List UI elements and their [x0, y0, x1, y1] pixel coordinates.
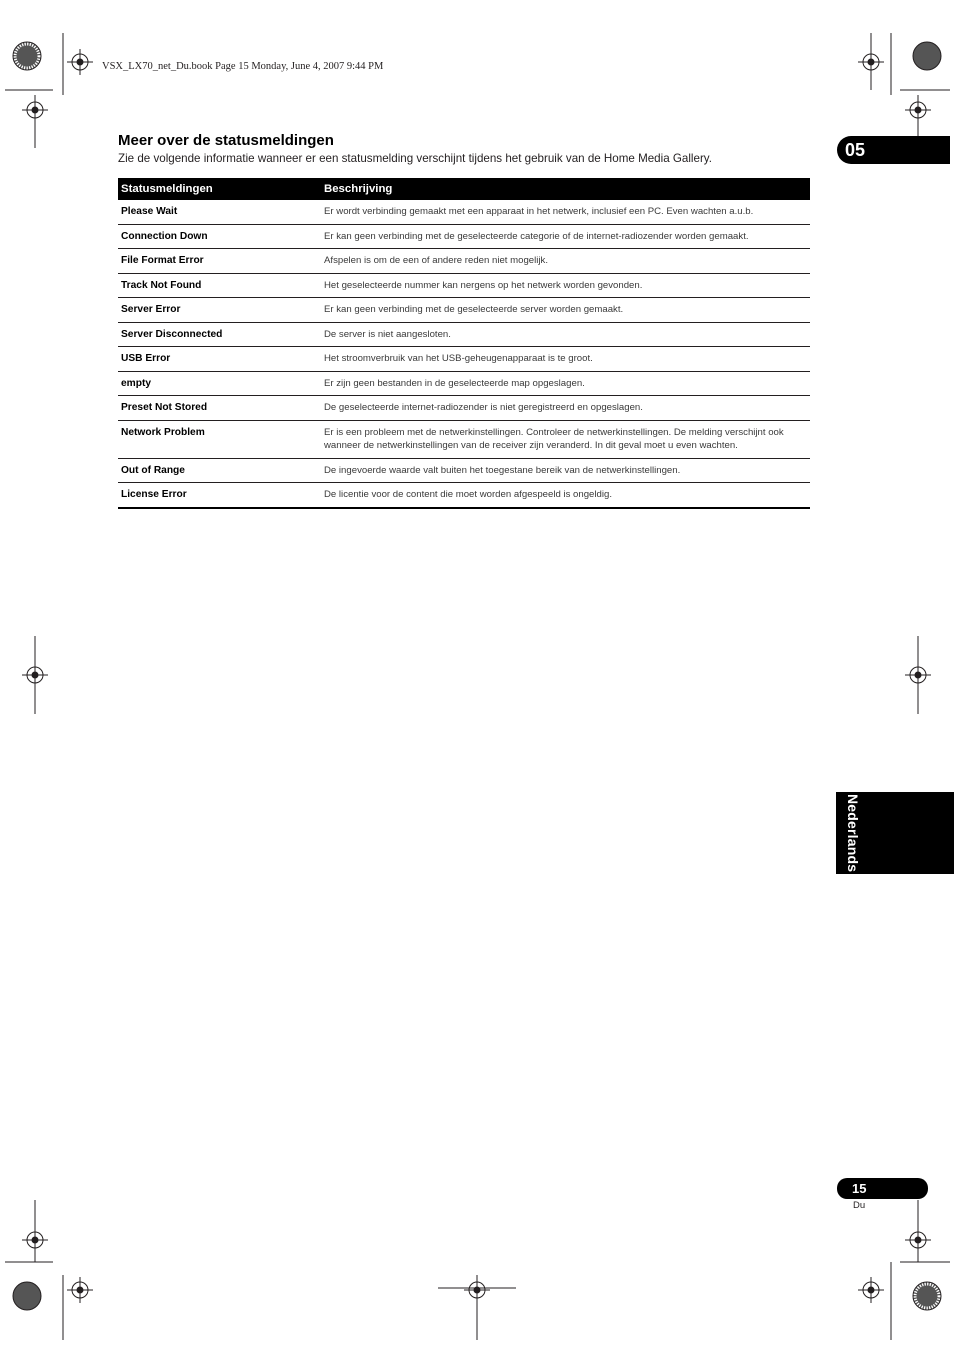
column-header-description: Beschrijving — [321, 178, 810, 200]
status-name: Track Not Found — [118, 273, 321, 298]
status-description: Er kan geen verbinding met de geselecteerde server worden gemaakt. — [321, 298, 810, 323]
table-row — [118, 371, 810, 396]
status-name: Connection Down — [118, 224, 321, 249]
status-description: Er is een probleem met de netwerkinstellingen. Controleer de netwerkinstellingen. De melding verschijnt ook wanneer de netwerkinstellingen van de receiver zijn veranderd. In dit geval moet u even wachten. — [321, 420, 810, 458]
status-description: Het geselecteerde nummer kan nergens op het netwerk worden gevonden. — [321, 273, 810, 298]
chapter-number: 05 — [845, 140, 866, 160]
section-intro: Zie de volgende informatie wanneer er een statusmelding verschijnt tijdens het gebruik van de Home Media Gallery. — [118, 152, 712, 165]
table-row — [118, 458, 810, 483]
status-name: Preset Not Stored — [118, 396, 321, 421]
table-row — [118, 273, 810, 298]
page-number-tab — [837, 1178, 928, 1199]
page-number: 15 — [852, 1181, 867, 1196]
status-name: Server Error — [118, 298, 321, 323]
table-header-row — [118, 178, 810, 200]
status-description: Het stroomverbruik van het USB-geheugenapparaat is te groot. — [321, 347, 810, 372]
status-messages-table — [118, 178, 810, 509]
status-name: Please Wait — [118, 200, 321, 224]
status-name: File Format Error — [118, 249, 321, 274]
status-name: Server Disconnected — [118, 322, 321, 347]
table-row — [118, 420, 810, 458]
table-row — [118, 224, 810, 249]
status-description: Er zijn geen bestanden in de geselecteerde map opgeslagen. — [321, 371, 810, 396]
chapter-tab — [837, 136, 950, 164]
status-description: De ingevoerde waarde valt buiten het toegestane bereik van de netwerkinstellingen. — [321, 458, 810, 483]
table-row — [118, 347, 810, 372]
status-description: De licentie voor de content die moet worden afgespeeld is ongeldig. — [321, 483, 810, 508]
status-name: License Error — [118, 483, 321, 508]
status-name: Network Problem — [118, 420, 321, 458]
status-description: Er kan geen verbinding met de geselecteerde categorie of de internet-radiozender worden gemaakt. — [321, 224, 810, 249]
book-slug: VSX_LX70_net_Du.book Page 15 Monday, June 4, 2007 9:44 PM — [102, 61, 384, 72]
status-description: De geselecteerde internet-radiozender is niet geregistreerd en opgeslagen. — [321, 396, 810, 421]
column-header-status: Statusmeldingen — [118, 178, 321, 200]
table-row — [118, 322, 810, 347]
table-row — [118, 298, 810, 323]
table-row — [118, 249, 810, 274]
status-name: Out of Range — [118, 458, 321, 483]
status-name: USB Error — [118, 347, 321, 372]
table-row — [118, 396, 810, 421]
language-label: Nederlands — [845, 793, 861, 873]
table-row — [118, 200, 810, 224]
section-title: Meer over de statusmeldingen — [118, 132, 334, 149]
status-description: Afspelen is om de een of andere reden niet mogelijk. — [321, 249, 810, 274]
status-description: Er wordt verbinding gemaakt met een apparaat in het netwerk, inclusief een PC. Even wachten a.u.b. — [321, 200, 810, 224]
table-row — [118, 483, 810, 508]
status-name: empty — [118, 371, 321, 396]
language-tab — [836, 792, 954, 874]
status-description: De server is niet aangesloten. — [321, 322, 810, 347]
page-language-code: Du — [853, 1200, 866, 1211]
